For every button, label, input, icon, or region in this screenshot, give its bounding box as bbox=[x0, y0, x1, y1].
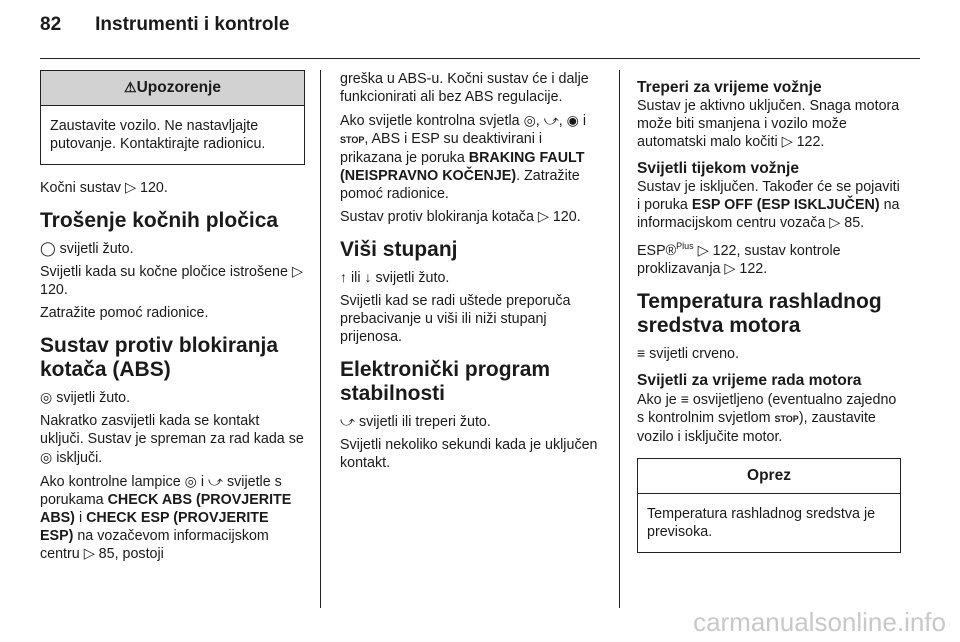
heading-brake-pads: Trošenje kočnih pločica bbox=[40, 209, 279, 232]
heading-abs: Sustav protiv blokiranja kotača (ABS) bbox=[40, 334, 279, 381]
gear-up-icon: ↑ bbox=[340, 269, 347, 285]
run-text-b: osvijetljeno (eventualno zajedno s kontrolnim svjetlom bbox=[637, 391, 897, 426]
page-header bbox=[40, 14, 289, 36]
esp-skid-icon: ⤻ bbox=[543, 112, 559, 128]
warning-lights-text-c: ABS i ESP su deaktivirani i prikazana je poruka bbox=[340, 131, 543, 166]
warning-lights-text-e: Zatražite pomoć radionice. bbox=[340, 168, 580, 202]
page-title: Instrumenti i kontrole bbox=[95, 14, 290, 35]
esp-skid-icon: ⤻ bbox=[340, 413, 355, 429]
esp-text-1: svijetli ili treperi žuto. bbox=[358, 414, 491, 430]
abs-fault-text: greška u ABS-u. Kočni sustav će i dalje funkcionirati ali bez ABS regulacije. bbox=[340, 71, 589, 105]
abs-icon: ◎ bbox=[184, 473, 197, 489]
run-text-c: ), zaustavite vozilo i isključite motor. bbox=[637, 409, 876, 445]
lit-text-c: na informacijskom centru vozača ▷ 85. bbox=[637, 197, 900, 231]
coolant-temp-icon: ≡ bbox=[680, 390, 689, 407]
temp-text-1: svijetli crveno. bbox=[649, 345, 739, 362]
gear-text-1a: ili bbox=[350, 270, 361, 286]
esp-plus-sup: Plus bbox=[676, 241, 694, 251]
abs-text-1: svijetli žuto. bbox=[56, 390, 131, 406]
column-divider bbox=[320, 70, 321, 608]
caution-box bbox=[637, 458, 901, 553]
warning-text: Zaustavite vozilo. Ne nastavljajte putovanje. Kontaktirajte radionicu. bbox=[50, 118, 266, 152]
abs-text-2b: isključi. bbox=[56, 450, 103, 466]
heading-lit: Svijetli tijekom vožnje bbox=[637, 160, 800, 177]
abs-text-3g: na vozačevom informacijskom centru ▷ 85, postoji bbox=[40, 528, 269, 562]
heading-esp: Elektronički program stabilnosti bbox=[340, 358, 551, 405]
flashing-text: Sustav je aktivno uključen. Snaga motora može biti smanjena i vozilo može automatski malo kočiti ▷ 122. bbox=[637, 98, 900, 150]
warning-title: Upozorenje bbox=[136, 79, 221, 96]
lit-text-a: Sustav je isključen. Također će se pojaviti i poruka bbox=[637, 179, 900, 213]
stop-icon: STOP bbox=[340, 135, 365, 145]
column-1 bbox=[40, 70, 305, 568]
caution-text: Temperatura rashladnog sredstva je previsoka. bbox=[647, 505, 876, 540]
esp-off-message: ESP OFF (ESP ISKLJUČEN) bbox=[691, 197, 880, 213]
column-2: greška u ABS-u. Kočni sustav će i dalje funkcionirati ali bez ABS regulacije. Ako svijetle kontrolna svjetla ◎, ⤻, ◉ i STOP, ABS i ESP su deaktivirani i prikazana je poruka BRAKING FAULT (NEISPRAVNO KOČENJE). Zatražite pomoć radionice. Sustav protiv blokiranja kotača ▷ 120. Viši stupanj ↑ ili ↓ svijetli žuto. Svijetli kad se radi uštede preporuča prebacivanje u viši ili niži stupanj prijenosa. Elektronički program stabilnosti ⤻ svijetli ili treperi žuto. Svijetli nekoliko sekundi kada je uključen kontakt. bbox=[340, 70, 602, 477]
gear-text-2: Svijetli kad se radi uštede preporuča prebacivanje u viši ili niži stupanj prijenosa. bbox=[340, 293, 571, 345]
heading-flashing: Treperi za vrijeme vožnje bbox=[637, 79, 822, 96]
gear-down-icon: ↓ bbox=[364, 269, 372, 285]
abs-message-check-esp: CHECK ESP (PROVJERITE ESP) bbox=[40, 510, 269, 544]
abs-text-3a: Ako kontrolne lampice bbox=[40, 474, 181, 490]
warning-header bbox=[41, 71, 304, 106]
brake-pad-icon: ◯ bbox=[40, 240, 56, 256]
coolant-temp-icon: ≡ bbox=[637, 344, 646, 361]
warning-box bbox=[40, 70, 305, 165]
pads-text-1: svijetli žuto. bbox=[59, 241, 134, 257]
heading-gear-shift: Viši stupanj bbox=[340, 238, 458, 261]
caution-title: Oprez bbox=[638, 459, 900, 494]
abs-message-check-abs: CHECK ABS (PROVJERITE ABS) bbox=[40, 492, 292, 526]
pads-text-2: Svijetli kada su kočne pločice istrošene ▷ 120. bbox=[40, 264, 303, 298]
watermark: carmanualsonline.info bbox=[693, 607, 946, 637]
abs-text-3e: i bbox=[78, 510, 83, 526]
brake-system-icon: ◉ bbox=[566, 112, 579, 128]
header-rule bbox=[40, 58, 920, 59]
abs-reference: Sustav protiv blokiranja kotača ▷ 120. bbox=[340, 209, 581, 225]
column-3 bbox=[637, 70, 901, 567]
stop-icon: STOP bbox=[774, 413, 799, 424]
abs-text-3b: i bbox=[200, 474, 205, 490]
abs-text-3c: svijetle s porukama bbox=[40, 474, 282, 508]
heading-engine-running: Svijetli za vrijeme rada motora bbox=[637, 371, 862, 389]
esp-text-2: Svijetli nekoliko sekundi kada je uključen kontakt. bbox=[340, 437, 598, 471]
abs-icon: ◎ bbox=[523, 112, 536, 128]
column-divider bbox=[619, 70, 620, 608]
pads-text-3: Zatražite pomoć radionice. bbox=[40, 305, 209, 321]
warning-triangle-icon: ⚠ bbox=[124, 79, 137, 95]
warning-lights-text-a: Ako svijetle kontrolna svjetla bbox=[340, 113, 520, 129]
brake-reference: Kočni sustav ▷ 120. bbox=[40, 180, 168, 196]
page-number: 82 bbox=[40, 14, 62, 35]
abs-text-2a: Nakratko zasvijetli kada se kontakt uključi. Sustav je spreman za rad kada se bbox=[40, 413, 304, 447]
heading-coolant-temp: Temperatura rashladnog sredstva motora bbox=[637, 289, 882, 337]
abs-icon: ◎ bbox=[40, 389, 53, 405]
braking-fault-message: BRAKING FAULT (NEISPRAVNO KOČENJE) bbox=[340, 150, 585, 184]
esp-skid-icon: ⤻ bbox=[208, 473, 223, 489]
abs-icon: ◎ bbox=[40, 449, 53, 465]
run-text-a: Ako je bbox=[637, 391, 677, 408]
esp-plus-label: ESP® bbox=[637, 242, 677, 259]
esp-plus-text: ▷ 122, sustav kontrole proklizavanja ▷ 122. bbox=[637, 242, 841, 277]
warning-lights-text-b: i bbox=[582, 113, 587, 129]
gear-text-1b: svijetli žuto. bbox=[375, 270, 450, 286]
